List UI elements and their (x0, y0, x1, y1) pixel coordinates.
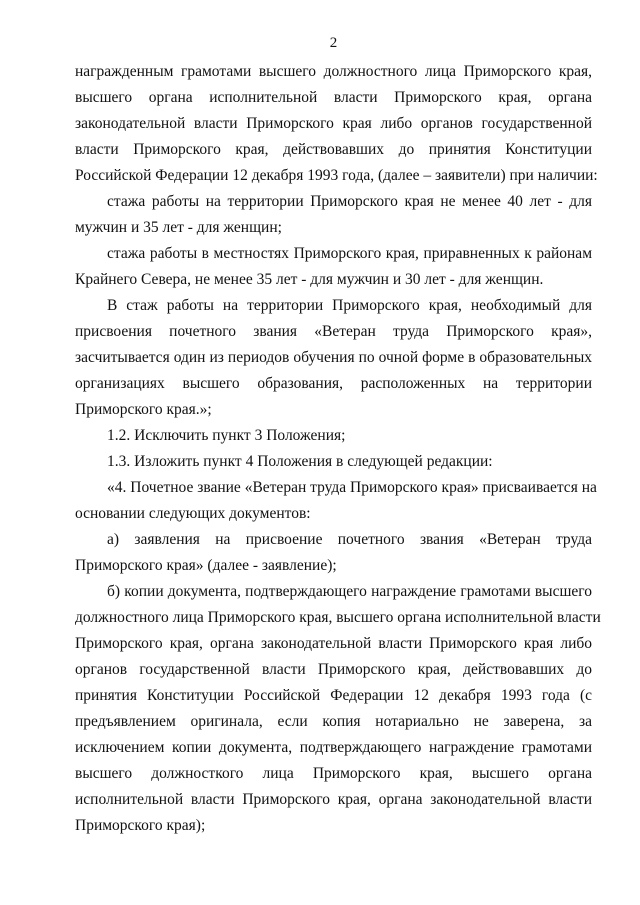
text-line: Крайнего Севера, не менее 35 лет - для мужчин и 30 лет - для женщин. (75, 271, 544, 288)
text-line: Приморского края, органа законодательной власти Приморского края либо (75, 635, 592, 652)
text-line: «4. Почетное звание «Ветеран труда Приморского края» присваивается на (107, 479, 597, 496)
text-line: власти Приморского края, действовавших до принятия Конституции (75, 141, 592, 158)
text-line: 1.2. Исключить пункт 3 Положения; (107, 427, 346, 444)
text-line: а) заявления на присвоение почетного звания «Ветеран труда (107, 531, 592, 548)
text-line: присвоения почетного звания «Ветеран труда Приморского края», (75, 323, 592, 340)
text-line: засчитывается один из периодов обучения по очной форме в образовательных (75, 349, 592, 366)
text-line: Российской Федерации 12 декабря 1993 года, (далее – заявители) при наличии: (75, 167, 598, 184)
text-line: высшего органа исполнительной власти Приморского края, органа (75, 89, 592, 106)
text-line: стажа работы на территории Приморского края не менее 40 лет - для (107, 193, 592, 210)
document-body (75, 59, 601, 839)
text-line: стажа работы в местностях Приморского края, приравненных к районам (107, 245, 592, 262)
text-line: законодательной власти Приморского края либо органов государственной (75, 115, 592, 132)
text-line: б) копии документа, подтверждающего награждение грамотами высшего (107, 583, 592, 600)
text-line: мужчин и 35 лет - для женщин; (75, 219, 282, 236)
text-line: предъявлением оригинала, если копия нотариально не заверена, за (75, 713, 592, 730)
text-line: органов государственной власти Приморского края, действовавших до (75, 661, 592, 678)
text-line: высшего должносткого лица Приморского края, высшего органа (75, 765, 592, 782)
text-line: исключением копии документа, подтверждающего награждение грамотами (75, 739, 592, 756)
text-line: В стаж работы на территории Приморского края, необходимый для (107, 297, 592, 314)
text-line: Приморского края); (75, 817, 206, 834)
text-line: основании следующих документов: (75, 505, 311, 522)
page-number: 2 (329, 35, 338, 51)
text-line: принятия Конституции Российской Федерации 12 декабря 1993 года (с (75, 687, 592, 704)
text-line: должностного лица Приморского края, высшего органа исполнительной власти (75, 609, 601, 626)
text-line: награжденным грамотами высшего должностного лица Приморского края, (75, 63, 592, 80)
text-line: Приморского края» (далее - заявление); (75, 557, 337, 574)
text-line: Приморского края.»; (75, 401, 212, 418)
text-line: исполнительной власти Приморского края, органа законодательной власти (75, 791, 592, 808)
text-line: 1.3. Изложить пункт 4 Положения в следующей редакции: (107, 453, 493, 470)
text-line: организациях высшего образования, расположенных на территории (75, 375, 592, 392)
